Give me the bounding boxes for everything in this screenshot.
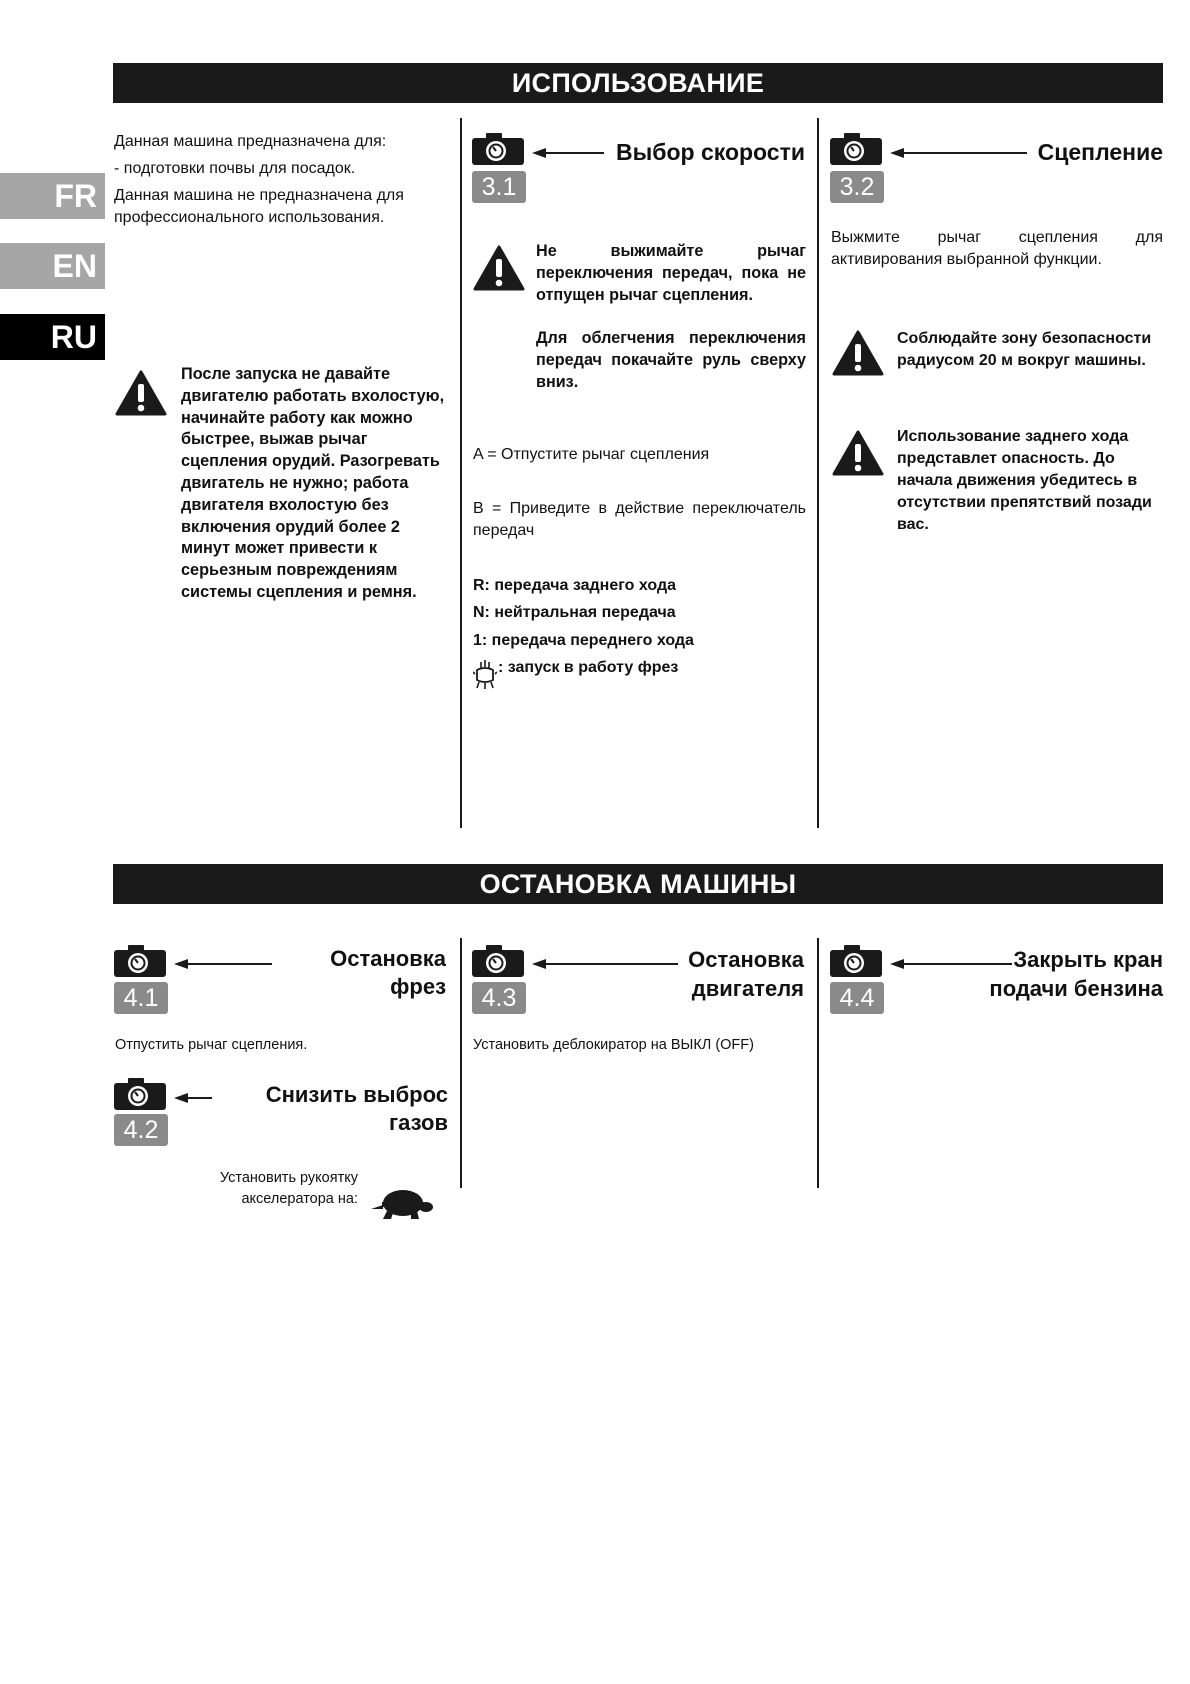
step-badge-3-1: 3.1 [472,171,526,203]
warning-icon [832,330,884,376]
camera-icon [114,1078,166,1110]
camera-icon [830,133,882,165]
reverse-warning-text: Использование заднего хода представлет опасность. До начала движения убедитесь в отсутствии препятствий позади вас. [897,428,1152,533]
release-clutch-text: Отпустить рычаг сцепления. [115,1037,308,1053]
camera-icon [472,133,524,165]
step-badge-4-2: 4.2 [114,1114,168,1146]
label-a: A = Отпустите рычаг сцепления [473,446,710,463]
tiller-icon [473,658,497,690]
section-title-usage: ИСПОЛЬЗОВАНИЕ [113,63,1163,103]
column-divider [817,118,819,828]
camera-icon [472,945,524,977]
gear-tip-text: Для облегчения переключения передач покачайте руль сверху вниз. [536,329,806,391]
safety-zone-text: Соблюдайте зону безопасности радиусом 20 м вокруг машины. [897,330,1152,369]
step-badge-3-2: 3.2 [830,171,884,203]
step-heading-close-fuel-tap: Закрыть кран подачи бензина [989,947,1163,1001]
step-badge-4-3: 4.3 [472,982,526,1014]
camera-icon [114,945,166,977]
clutch-text: Выжмите рычаг сцепления для активирования выбранной функции. [831,229,1163,268]
column-divider [817,938,819,1188]
label-b: B = Приведите в действие переключатель передач [473,500,806,539]
step-heading-reduce-emissions: Снизить выброс газов [265,1082,448,1135]
step-heading-stop-tillers: Остановка фрез [330,946,446,999]
gear-r: R: передача заднего хода [473,577,676,594]
step-badge-4-1: 4.1 [114,982,168,1014]
gear-1: 1: передача переднего хода [473,632,694,649]
section-title-stop: ОСТАНОВКА МАШИНЫ [113,864,1163,904]
lang-tab-en[interactable]: EN [0,243,105,289]
arrow-left-icon [174,1092,212,1104]
step-badge-4-4: 4.4 [830,982,884,1014]
warning-icon [115,370,167,416]
turtle-icon [369,1187,435,1221]
unlock-off-text: Установить деблокиратор на ВЫКЛ (OFF) [473,1037,754,1053]
tiller-start-text: : запуск в работу фрез [498,659,679,676]
camera-icon [830,945,882,977]
intro-text: Данная машина предназначена для: - подготовки почвы для посадок. Данная машина не предназначена для профессионального использования. [114,133,404,226]
warning-icon [832,430,884,476]
lang-tab-fr[interactable]: FR [0,173,105,219]
gear-warning-text: Не выжимайте рычаг переключения передач, пока не отпущен рычаг сцепления. [536,242,806,304]
lang-tab-ru[interactable]: RU [0,314,105,360]
throttle-text: Установить рукоятку акселератора на: [219,1170,358,1207]
step-heading-stop-engine: Остановка двигателя [688,947,804,1001]
step-heading-speed: Выбор скорости [616,139,805,165]
idle-warning-text: После запуска не давайте двигателю работать вхолостую, начинайте работу как можно быстрее, выжав рычаг сцепления орудий. Разогревать двигатель не нужно; работа двигателя вхолостую без включения орудий более 2 минут может привести к серьезным повреждениям системы сцепления и ремня. [181,365,445,601]
column-divider [460,938,462,1188]
gear-n: N: нейтральная передача [473,604,676,621]
column-divider [460,118,462,828]
arrow-left-icon [174,958,272,970]
warning-icon [473,245,525,291]
step-heading-clutch: Сцепление [1037,139,1163,165]
